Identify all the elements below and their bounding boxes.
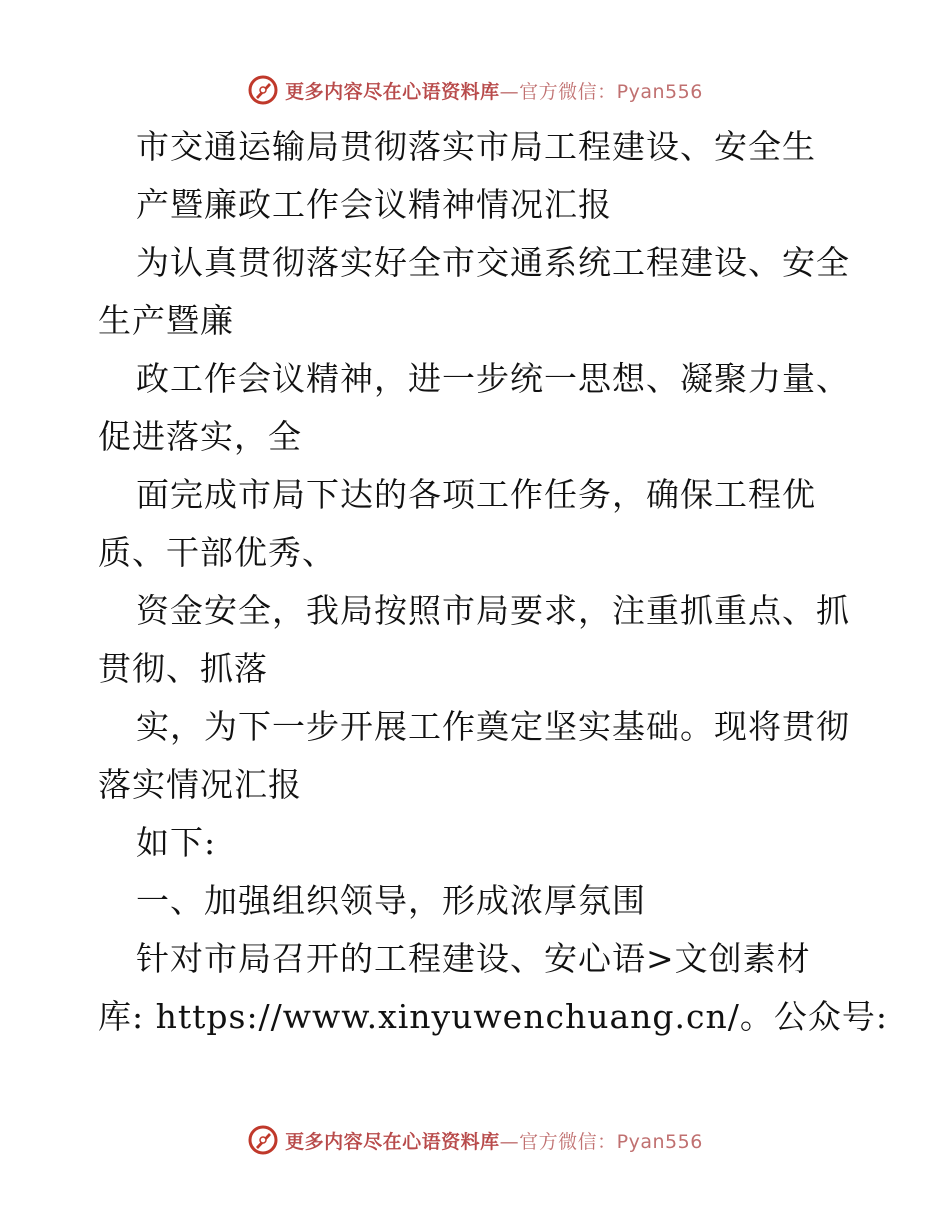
section-heading: 一、加强组织领导，形成浓厚氛围 — [136, 881, 646, 920]
paragraph-line: 贯彻、抓落 — [98, 649, 268, 688]
quill-pen-circle-icon — [247, 1124, 279, 1156]
footer-banner — [0, 1120, 950, 1160]
paragraph-line: 落实情况汇报 — [98, 765, 302, 804]
paragraph-line: 质、干部优秀、 — [98, 533, 336, 572]
paragraph-line: 为认真贯彻落实好全市交通系统工程建设、安全 — [136, 243, 850, 282]
quill-pen-circle-icon — [247, 74, 279, 106]
header-banner — [0, 70, 950, 110]
paragraph-line: 资金安全，我局按照市局要求，注重抓重点、抓 — [136, 591, 850, 630]
footer-banner-separator: — — [499, 1130, 520, 1153]
paragraph-line: 实，为下一步开展工作奠定坚实基础。现将贯彻 — [136, 707, 850, 746]
paragraph-line: 针对市局召开的工程建设、安心语>文创素材 — [136, 939, 811, 978]
header-banner-separator: — — [499, 80, 520, 103]
header-banner-text — [285, 77, 703, 104]
header-banner-wechat: 官方微信：Pyan556 — [519, 80, 703, 103]
paragraph-line: 面完成市局下达的各项工作任务，确保工程优 — [136, 475, 816, 514]
header-banner-main: 更多内容尽在心语资料库 — [285, 80, 500, 103]
paragraph-line: 库: https://www.xinyuwenchuang.cn/。公众号: — [98, 997, 888, 1036]
footer-banner-wechat: 官方微信：Pyan556 — [519, 1130, 703, 1153]
paragraph-line: 促进落实，全 — [98, 417, 302, 456]
paragraph-line: 生产暨廉 — [98, 301, 234, 340]
footer-banner-text — [285, 1127, 703, 1154]
title-line-1: 市交通运输局贯彻落实市局工程建设、安全生 — [136, 127, 816, 166]
footer-banner-main: 更多内容尽在心语资料库 — [285, 1130, 500, 1153]
paragraph-line: 如下: — [136, 823, 217, 862]
paragraph-line: 政工作会议精神，进一步统一思想、凝聚力量、 — [136, 359, 850, 398]
title-line-2: 产暨廉政工作会议精神情况汇报 — [136, 185, 612, 224]
document-body — [98, 118, 888, 1046]
